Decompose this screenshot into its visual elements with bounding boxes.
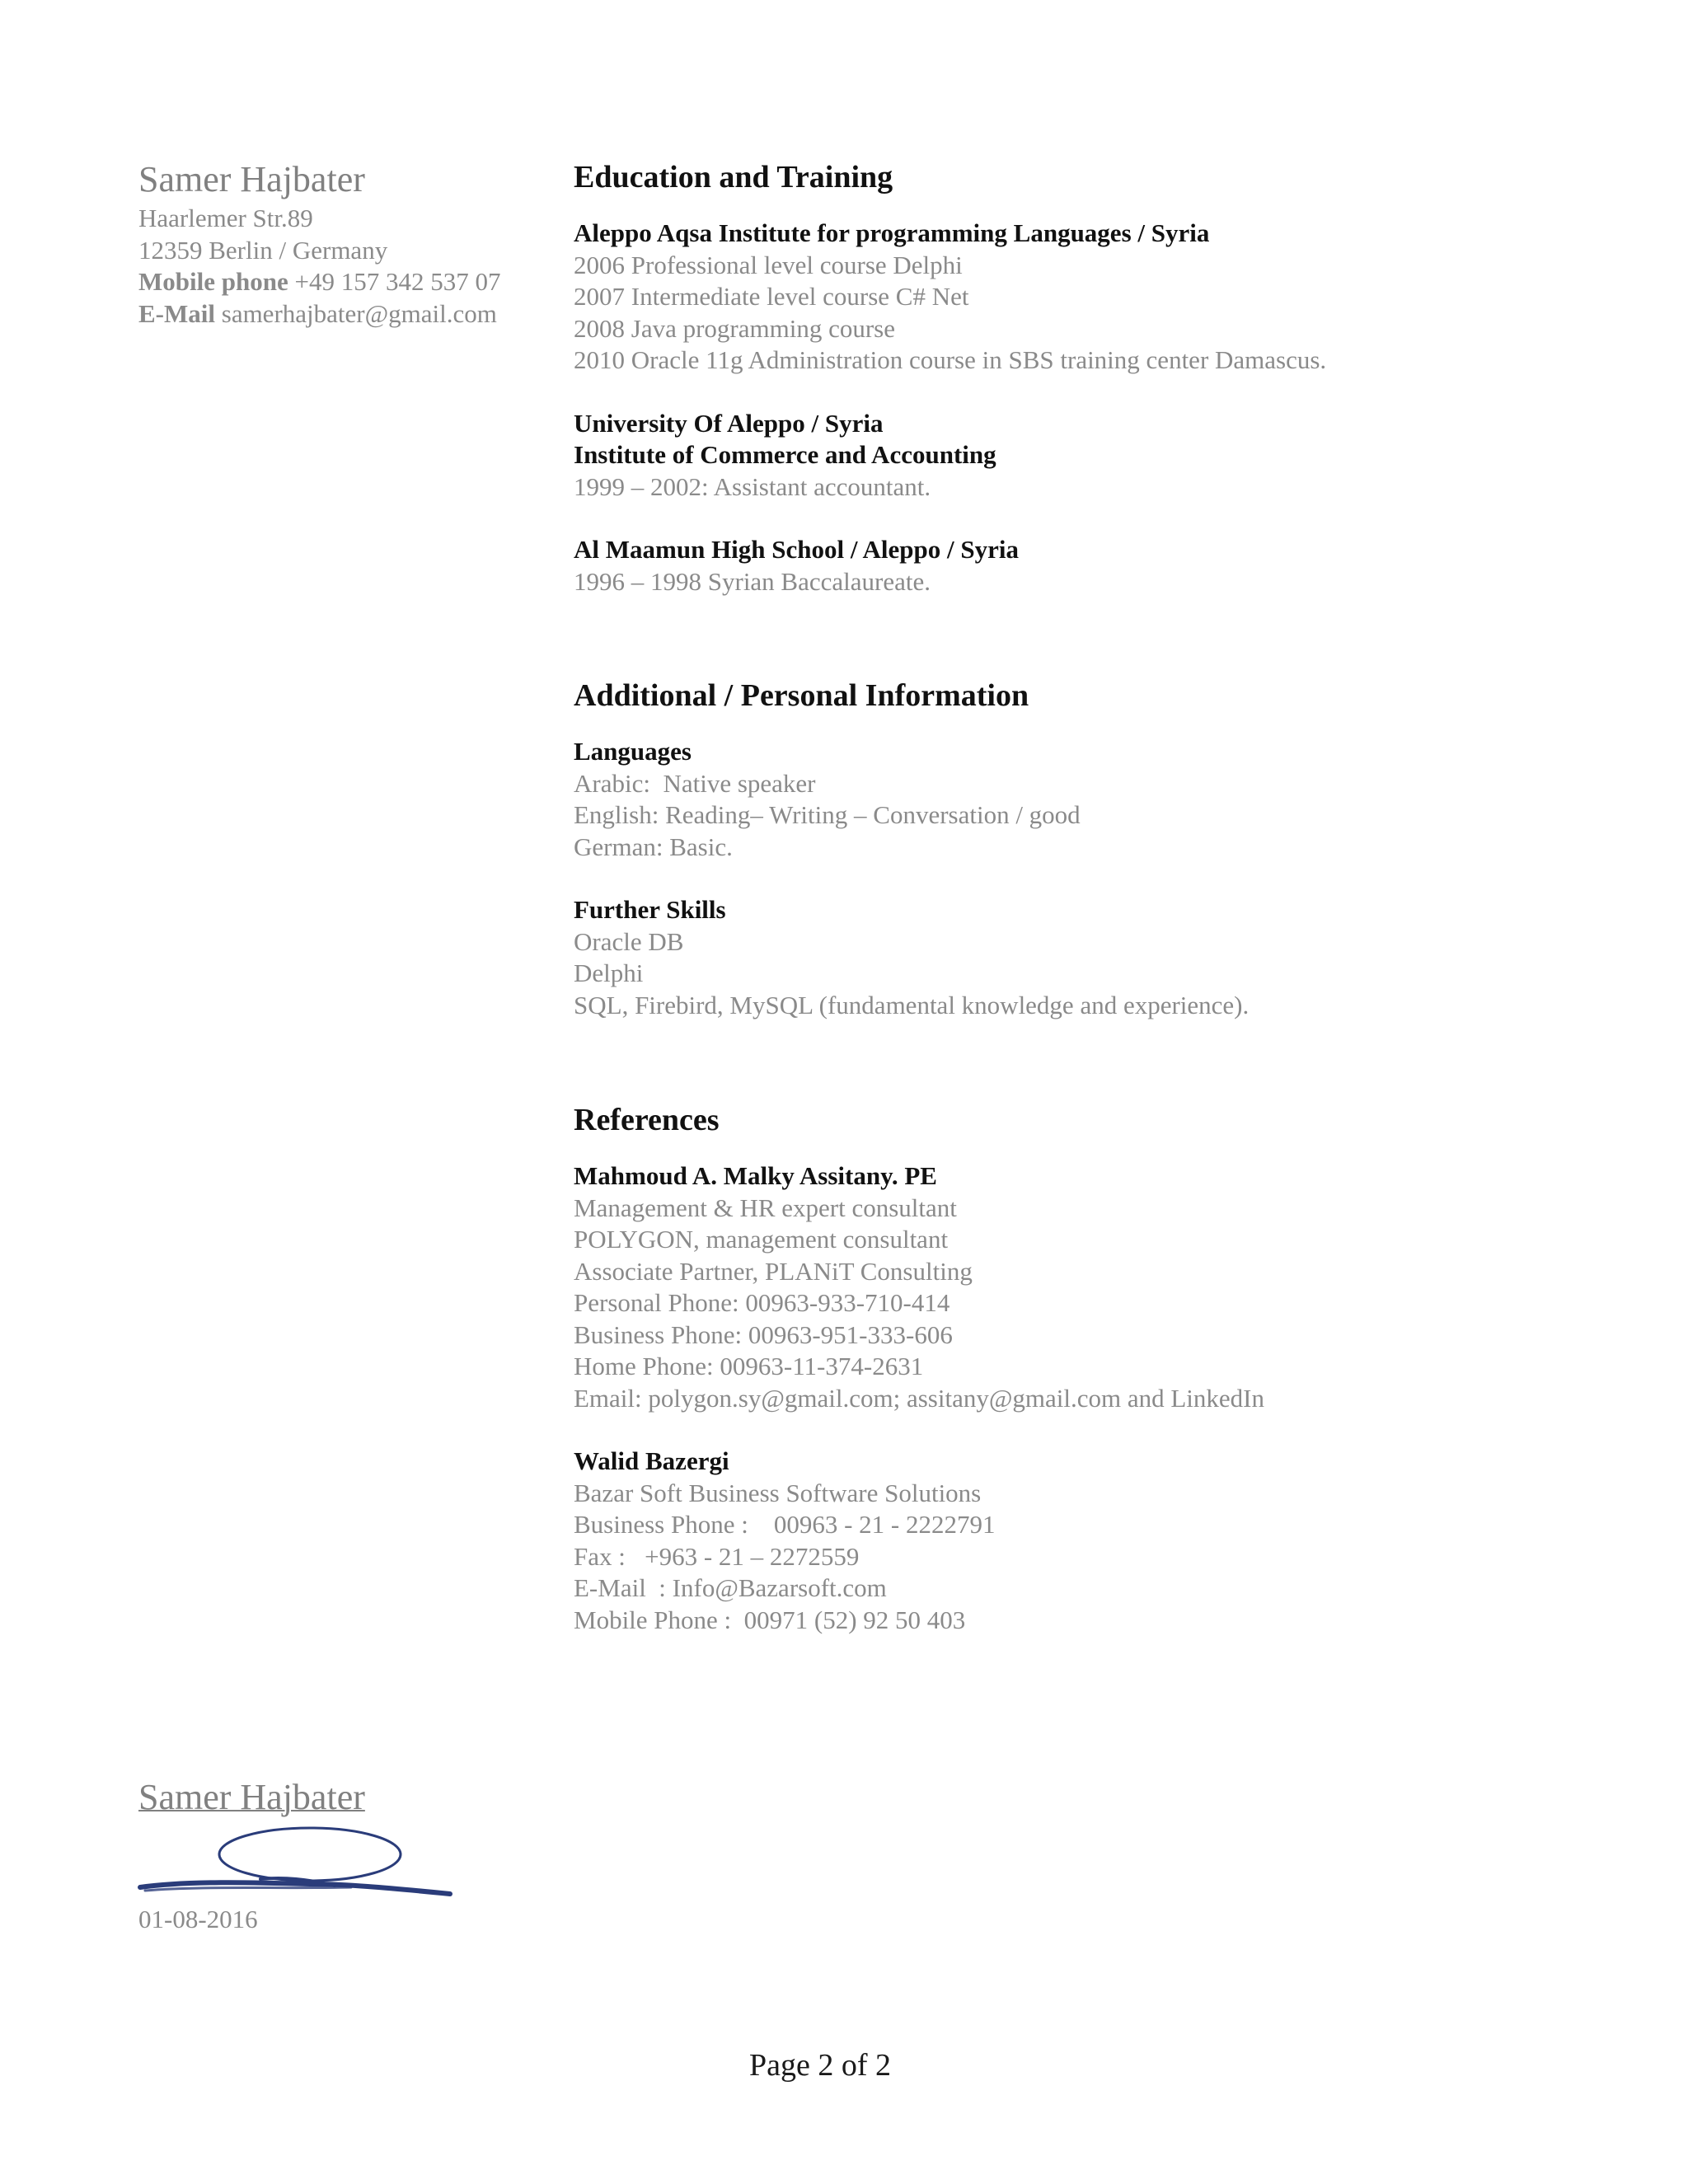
additional-title: Additional / Personal Information (574, 678, 1029, 713)
education-entry-line: 2008 Java programming course (574, 313, 895, 343)
mobile-phone-value: +49 157 342 537 07 (294, 267, 501, 296)
reference-entry (574, 1160, 1629, 1414)
section-spacer (574, 1021, 1629, 1099)
page-number: Page 2 of 2 (748, 2048, 892, 2083)
reference-line: Home Phone: 00963-11-374-2631 (574, 1352, 924, 1380)
languages-heading: Languages (574, 737, 692, 766)
contact-block (138, 158, 551, 330)
reference-line: Business Phone : 00963 - 21 - 2222791 (574, 1510, 996, 1539)
education-entry-line: 1999 – 2002: Assistant accountant. (574, 471, 931, 501)
additional-section (574, 675, 1629, 1021)
reference-line: Management & HR expert consultant (574, 1193, 957, 1222)
handwritten-signature (137, 1820, 458, 1910)
reference-line: E-Mail : Info@Bazarsoft.com (574, 1573, 887, 1602)
education-entry (574, 408, 1629, 504)
reference-line: Business Phone: 00963-951-333-606 (574, 1319, 953, 1349)
education-entry-heading: Aleppo Aqsa Institute for programming Languages / Syria (574, 218, 1210, 247)
education-entry (574, 218, 1629, 377)
applicant-name: Samer Hajbater (138, 159, 365, 199)
references-section (574, 1099, 1629, 1636)
signature-underline (145, 1887, 351, 1891)
education-section (574, 157, 1629, 598)
email-value: samerhajbater@gmail.com (221, 298, 497, 328)
education-entry-heading: Al Maamun High School / Aleppo / Syria (574, 535, 1020, 564)
mobile-phone-line (138, 266, 551, 298)
signature-date: 01-08-2016 (138, 1905, 258, 1933)
street-address: Haarlemer Str.89 (138, 204, 313, 232)
reference-line: Fax : +963 - 21 – 2272559 (574, 1541, 860, 1571)
additional-entry (574, 736, 1629, 863)
education-entry-line: 2010 Oracle 11g Administration course in SBS training center Damascus. (574, 345, 1327, 374)
reference-line: Email: polygon.sy@gmail.com; assitany@gmail.com and LinkedIn (574, 1383, 1264, 1413)
education-entry-heading: University Of Aleppo / Syria (574, 408, 884, 438)
reference-line: Mobile Phone : 00971 (52) 92 50 403 (574, 1605, 966, 1634)
language-line: English: Reading– Writing – Conversation / good (574, 800, 1081, 829)
skill-line: Delphi (574, 958, 644, 987)
education-entry (574, 534, 1629, 598)
education-title: Education and Training (574, 160, 893, 194)
skill-line: Oracle DB (574, 926, 684, 956)
reference-name: Mahmoud A. Malky Assitany. PE (574, 1161, 937, 1190)
mobile-phone-label: Mobile phone (138, 267, 288, 296)
language-line: Arabic: Native speaker (574, 768, 816, 798)
email-line (138, 298, 551, 330)
reference-name: Walid Bazergi (574, 1446, 729, 1475)
additional-entry (574, 894, 1629, 1021)
references-title: References (574, 1103, 720, 1137)
main-content (574, 157, 1629, 1636)
reference-entry (574, 1446, 1629, 1636)
education-entry-line: 1996 – 1998 Syrian Baccalaureate. (574, 566, 931, 596)
signature-loop (219, 1828, 401, 1881)
language-line: German: Basic. (574, 832, 733, 861)
reference-line: Personal Phone: 00963-933-710-414 (574, 1288, 950, 1317)
education-entry-heading: Institute of Commerce and Accounting (574, 440, 996, 469)
signature-name: Samer Hajbater (138, 1777, 365, 1817)
email-label: E-Mail (138, 298, 215, 328)
reference-line: Associate Partner, PLANiT Consulting (574, 1256, 973, 1286)
education-entry-line: 2006 Professional level course Delphi (574, 250, 963, 279)
city-address: 12359 Berlin / Germany (138, 235, 388, 265)
education-entry-line: 2007 Intermediate level course C# Net (574, 282, 969, 311)
skills-heading: Further Skills (574, 895, 726, 924)
reference-line: Bazar Soft Business Software Solutions (574, 1478, 982, 1507)
section-spacer (574, 598, 1629, 675)
skill-line: SQL, Firebird, MySQL (fundamental knowledge and experience). (574, 990, 1250, 1019)
reference-line: POLYGON, management consultant (574, 1225, 949, 1254)
